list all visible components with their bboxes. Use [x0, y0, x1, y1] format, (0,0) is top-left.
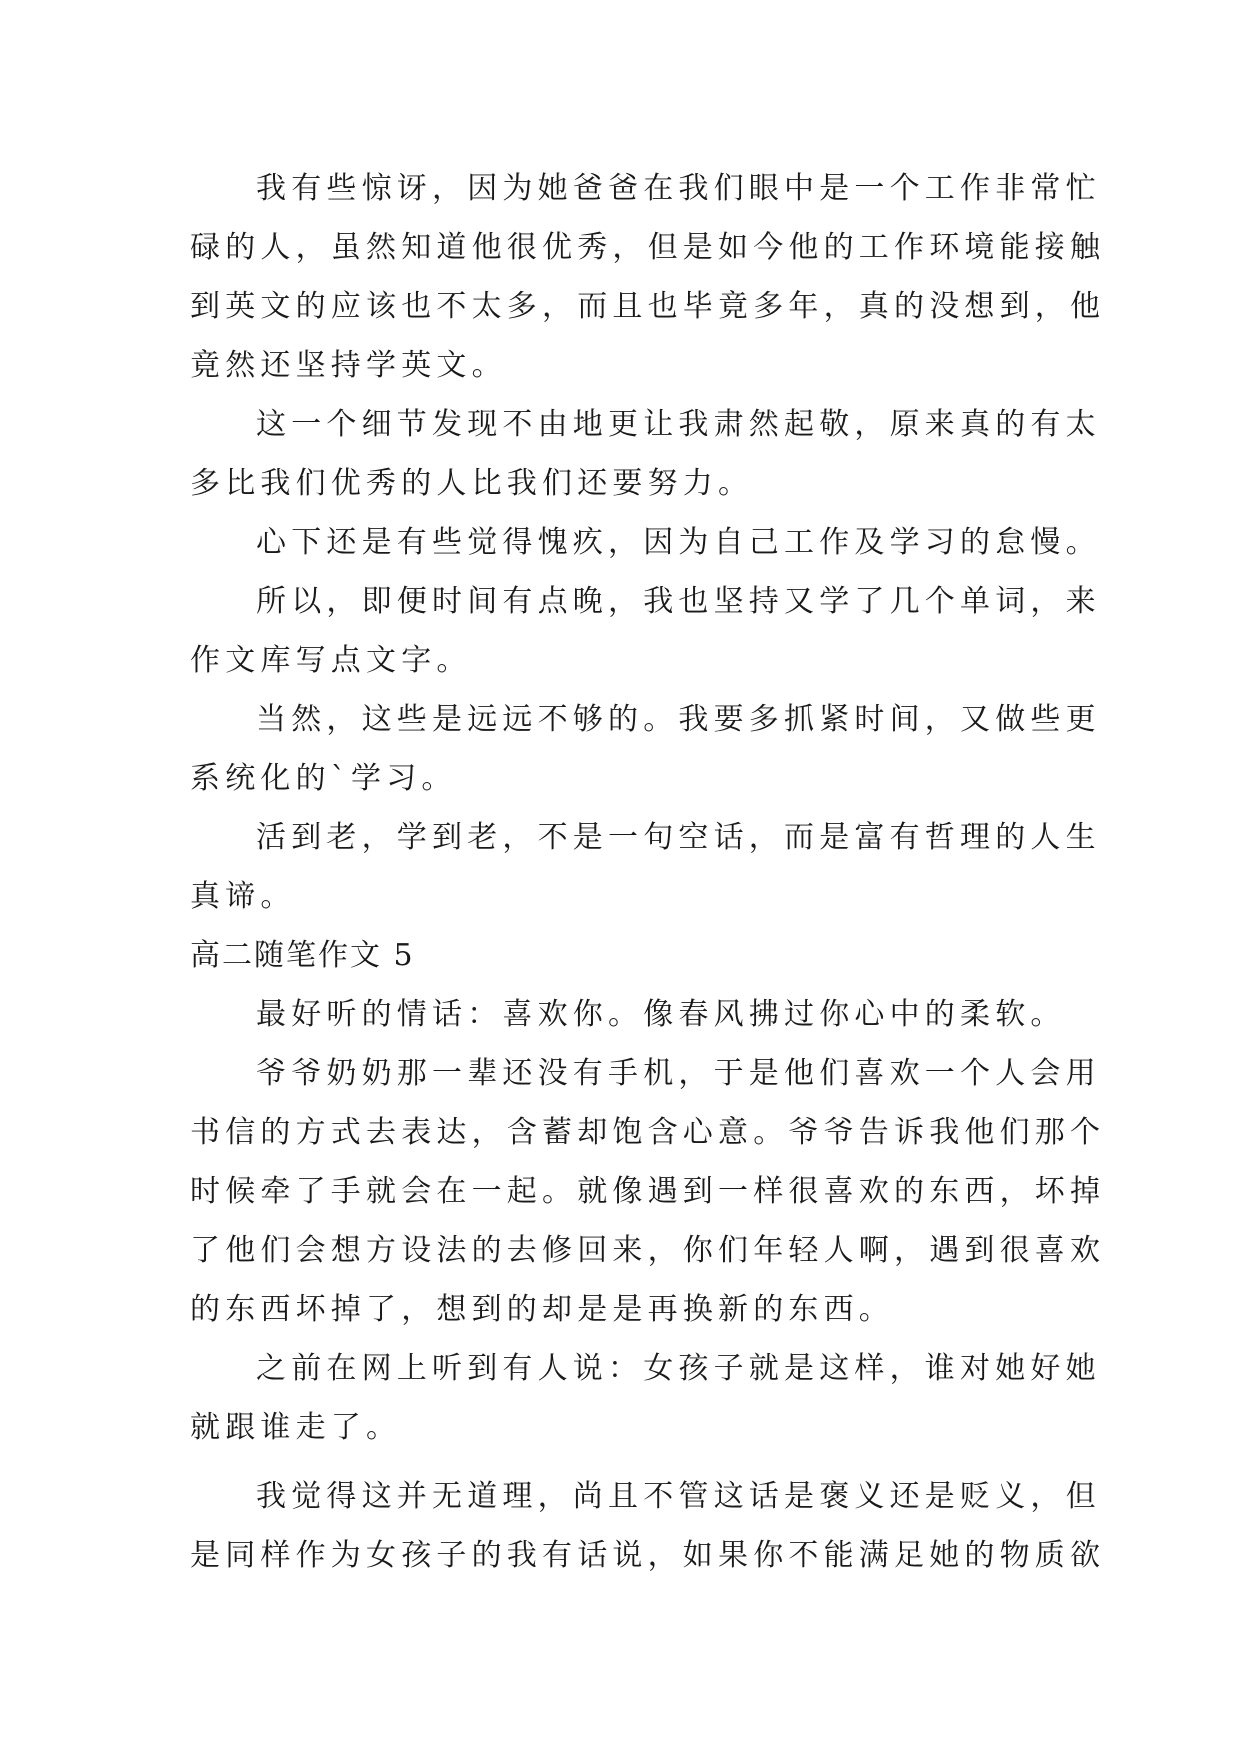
section-heading: 高二随笔作文 5	[190, 938, 415, 973]
text-line: 这一个细节发现不由地更让我肃然起敬，原来真的有太	[256, 407, 1101, 442]
text-line: 时候牵了手就会在一起。就像遇到一样很喜欢的东西，坏掉	[190, 1174, 1106, 1209]
paragraph	[190, 572, 1101, 690]
paragraph	[190, 1467, 1106, 1585]
text-line: 的东西坏掉了，想到的却是是再换新的东西。	[190, 1292, 894, 1327]
text-line: 书信的方式去表达，含蓄却饱含心意。爷爷告诉我他们那个	[190, 1115, 1106, 1150]
text-line: 系统化的`学习。	[190, 761, 457, 796]
text-line: 碌的人，虽然知道他很优秀，但是如今他的工作环境能接触	[190, 230, 1106, 265]
text-line: 多比我们优秀的人比我们还要努力。	[190, 466, 754, 501]
text-line: 之前在网上听到有人说：女孩子就是这样，谁对她好她	[256, 1351, 1101, 1386]
paragraph	[190, 1339, 1101, 1457]
document-body	[190, 159, 1106, 1585]
text-line: 是同样作为女孩子的我有话说，如果你不能满足她的物质欲	[190, 1538, 1106, 1573]
text-line: 心下还是有些觉得愧疚，因为自己工作及学习的怠慢。	[256, 525, 1101, 560]
text-line: 真谛。	[190, 879, 296, 914]
paragraph	[190, 690, 1101, 808]
paragraph	[190, 395, 1101, 513]
text-line: 活到老，学到老，不是一句空话，而是富有哲理的人生	[256, 820, 1101, 855]
paragraph	[190, 1044, 1106, 1339]
text-line: 我有些惊讶，因为她爸爸在我们眼中是一个工作非常忙	[256, 171, 1101, 206]
paragraph	[190, 513, 1101, 572]
paragraph	[190, 808, 1101, 926]
text-line: 我觉得这并无道理，尚且不管这话是褒义还是贬义，但	[256, 1479, 1101, 1514]
text-line: 作文库写点文字。	[190, 643, 472, 678]
paragraph	[190, 985, 1070, 1044]
text-line: 竟然还坚持学英文。	[190, 348, 507, 383]
text-line: 就跟谁走了。	[190, 1410, 402, 1445]
text-line: 所以，即便时间有点晚，我也坚持又学了几个单词，来	[256, 584, 1101, 619]
text-line: 到英文的应该也不太多，而且也毕竟多年，真的没想到，他	[190, 289, 1106, 324]
paragraph	[190, 159, 1106, 395]
text-line: 了他们会想方设法的去修回来，你们年轻人啊，遇到很喜欢	[190, 1233, 1106, 1268]
text-line: 爷爷奶奶那一辈还没有手机，于是他们喜欢一个人会用	[256, 1056, 1101, 1091]
text-line: 最好听的情话：喜欢你。像春风拂过你心中的柔软。	[256, 997, 1066, 1032]
text-line: 当然，这些是远远不够的。我要多抓紧时间，又做些更	[256, 702, 1101, 737]
